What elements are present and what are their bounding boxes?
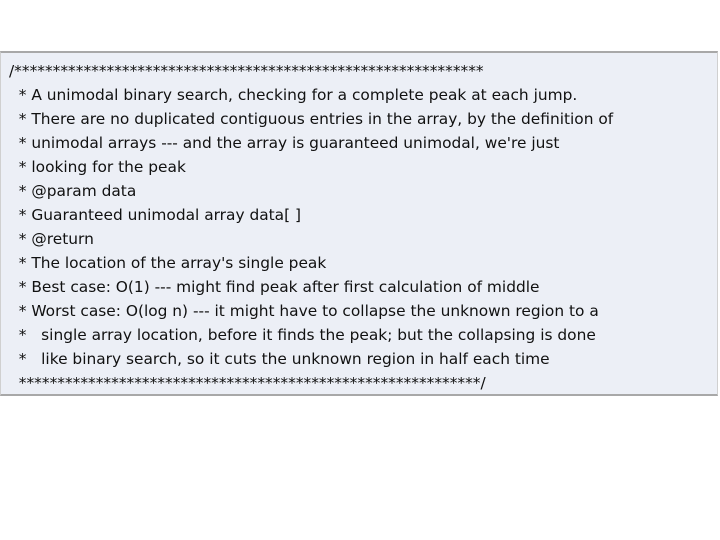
comment-line: * unimodal arrays --- and the array is guaranteed unimodal, we're just [9,134,560,152]
comment-line: * like binary search, so it cuts the unknown region in half each time [9,350,550,368]
comment-line: * Guaranteed unimodal array data[ ] [9,206,302,224]
comment-line: * Best case: O(1) --- might find peak after first calculation of middle [9,278,540,296]
comment-lines [9,59,613,395]
comment-line: /************************************************************* [9,62,484,80]
comment-line: * The location of the array's single peak [9,254,327,272]
comment-line: * There are no duplicated contiguous entries in the array, by the definition of [9,110,614,128]
comment-line: * A unimodal binary search, checking for a complete peak at each jump. [9,86,578,104]
code-comment-panel [0,51,718,396]
comment-line: * looking for the peak [9,158,186,176]
comment-line: * single array location, before it finds the peak; but the collapsing is done [9,326,596,344]
comment-line: * @param data [9,182,137,200]
comment-line: ************************************************************/ [9,374,486,392]
comment-line: * @return [9,230,94,248]
comment-line: * Worst case: O(log n) --- it might have to collapse the unknown region to a [9,302,599,320]
